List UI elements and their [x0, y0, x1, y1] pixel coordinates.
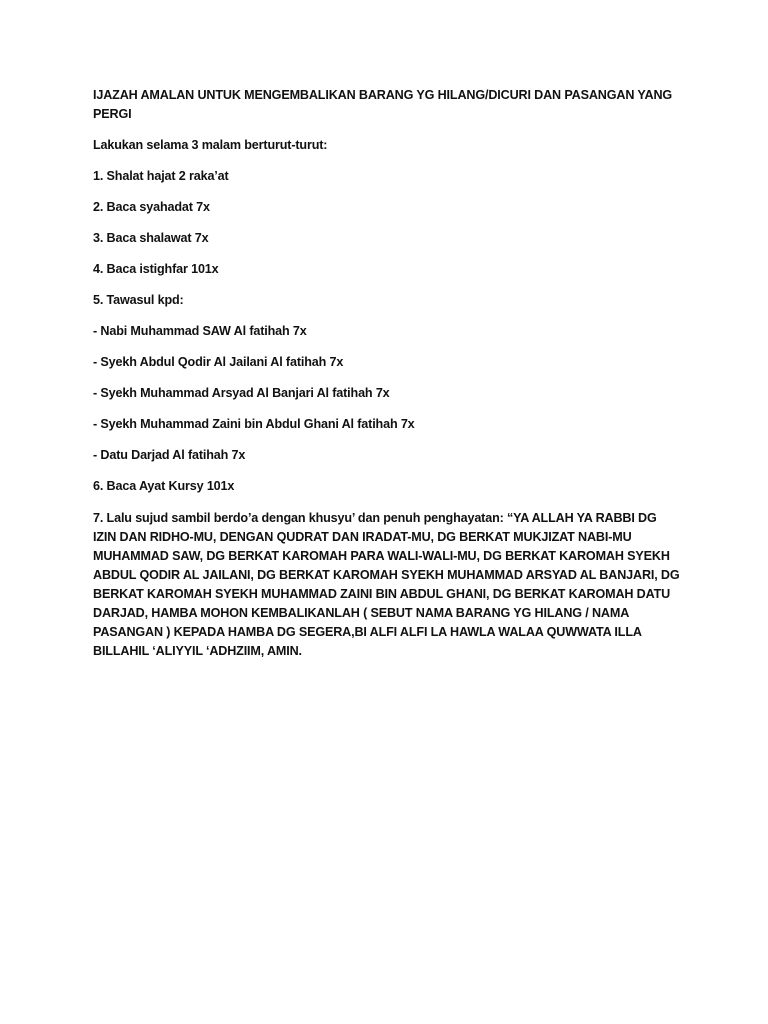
document-title: IJAZAH AMALAN UNTUK MENGEMBALIKAN BARANG YG HILANG/DICURI DAN PASANGAN YANG PERGI — [93, 88, 673, 121]
tawasul-item-5: - Datu Darjad Al fatihah 7x — [93, 448, 246, 462]
step-1: 1. Shalat hajat 2 raka’at — [93, 169, 229, 183]
tawasul-item-3: - Syekh Muhammad Arsyad Al Banjari Al fatihah 7x — [93, 386, 390, 400]
tawasul-item-1: - Nabi Muhammad SAW Al fatihah 7x — [93, 324, 307, 338]
step-5: 5. Tawasul kpd: — [93, 293, 184, 307]
intro-text: Lakukan selama 3 malam berturut-turut: — [93, 138, 328, 152]
tawasul-item-4: - Syekh Muhammad Zaini bin Abdul Ghani Al fatihah 7x — [93, 417, 415, 431]
document-body — [93, 86, 683, 675]
tawasul-item-2: - Syekh Abdul Qodir Al Jailani Al fatihah 7x — [93, 355, 344, 369]
step-2: 2. Baca syahadat 7x — [93, 200, 210, 214]
step-4: 4. Baca istighfar 101x — [93, 262, 219, 276]
step-3: 3. Baca shalawat 7x — [93, 231, 209, 245]
step-6: 6. Baca Ayat Kursy 101x — [93, 479, 235, 493]
step-7-prayer: 7. Lalu sujud sambil berdo’a dengan khusyu’ dan penuh penghayatan: “YA ALLAH YA RABBI DG IZIN DAN RIDHO-MU, DENGAN QUDRAT DAN IRADAT-MU, DG BERKAT MUKJIZAT NABI-MU MUHAMMAD SAW, DG BERKAT KAROMAH PARA WALI-WALI-MU, DG BERKAT KAROMAH SYEKH ABDUL QODIR AL JAILANI, DG BERKAT KAROMAH SYEKH MUHAMMAD ARSYAD AL BANJARI, DG BERKAT KAROMAH SYEKH MUHAMMAD ZAINI BIN ABDUL GHANI, DG BERKAT KAROMAH DATU DARJAD, HAMBA MOHON KEMBALIKANLAH ( SEBUT NAMA BARANG YG HILANG / NAMA PASANGAN ) KEPADA HAMBA DG SEGERA,BI ALFI ALFI LA HAWLA WALAA QUWWATA ILLA BILLAHIL ‘ALIYYIL ‘ADHZIIM, AMIN. — [93, 511, 680, 658]
